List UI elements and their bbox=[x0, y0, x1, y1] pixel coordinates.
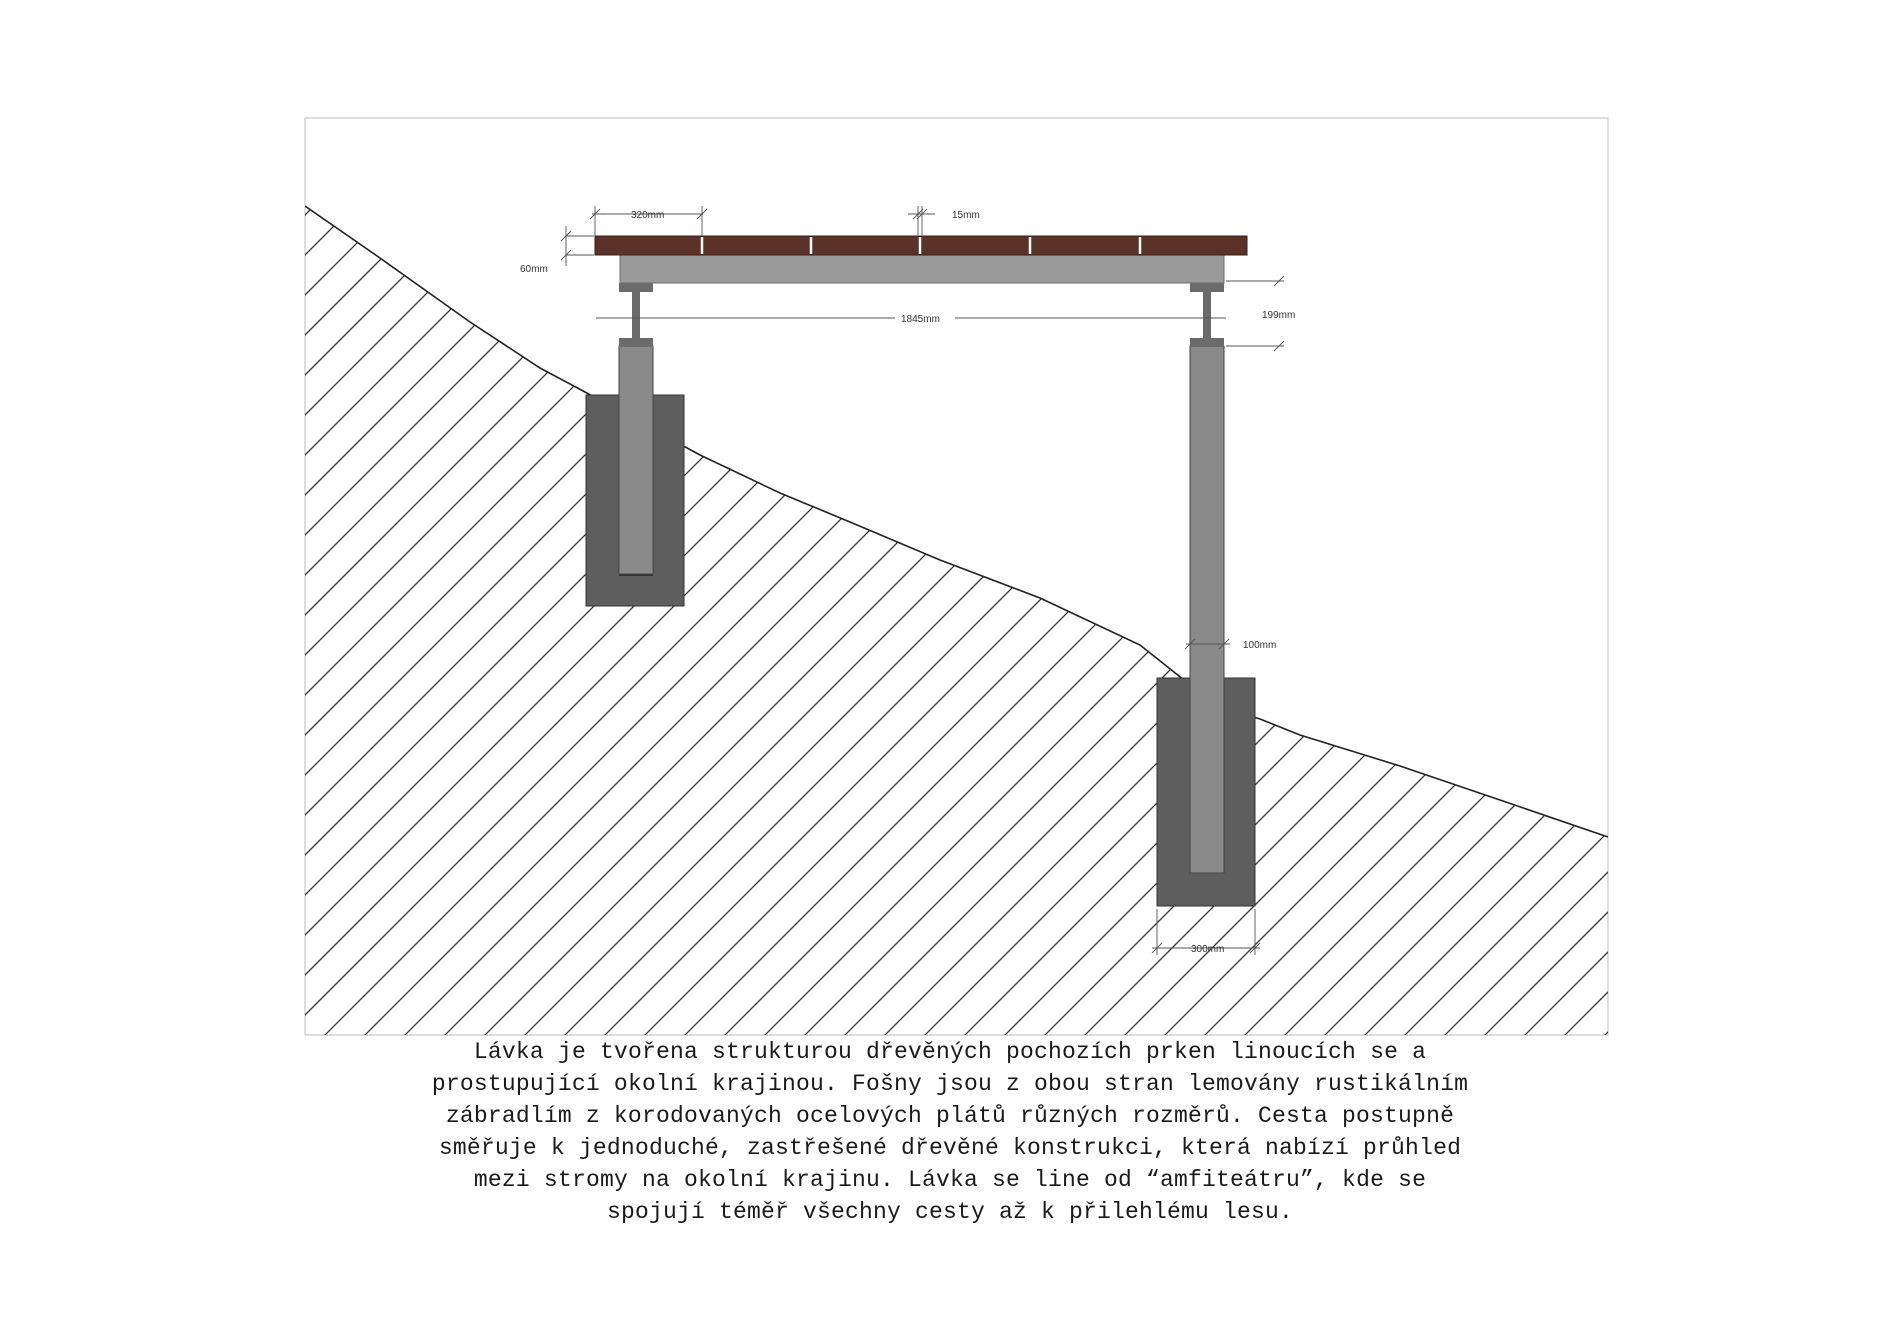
caption-line: mezi stromy na okolní krajinu. Lávka se line od “amfiteátru”, kde se bbox=[473, 1167, 1427, 1193]
hatch-line bbox=[0, 0, 80, 80]
hatch-line bbox=[0, 0, 680, 680]
caption-line: prostupující okolní krajinou. Fošny jsou z obou stran lemovány rustikálním bbox=[431, 1071, 1469, 1097]
caption bbox=[350, 1036, 1550, 1228]
hatch-line bbox=[0, 0, 640, 640]
hatch-line bbox=[0, 0, 1080, 1080]
hatch-line bbox=[0, 0, 560, 560]
hatch-line bbox=[0, 0, 200, 200]
post-width-label: 100mm bbox=[1243, 640, 1277, 651]
board-thickness-label: 60mm bbox=[520, 264, 548, 275]
caption-line: zábradlím z korodovaných ocelových plátů různých rozměrů. Cesta postupně bbox=[445, 1103, 1455, 1129]
board-width-label: 320mm bbox=[631, 210, 665, 221]
hatch-line bbox=[0, 0, 480, 480]
left-post bbox=[619, 346, 653, 574]
hatch-line bbox=[0, 0, 440, 440]
hatch-line bbox=[0, 0, 280, 280]
support-beam bbox=[620, 255, 1224, 283]
hatch-line bbox=[0, 0, 1120, 1120]
left-steel-connector bbox=[619, 283, 653, 347]
hatch-line bbox=[0, 0, 40, 40]
hatch-line bbox=[0, 0, 840, 840]
span-label: 1845mm bbox=[901, 314, 940, 325]
caption-line: směřuje k jednoduché, zastřešené dřevěné konstrukci, která nabízí průhled bbox=[438, 1135, 1462, 1161]
right-post bbox=[1190, 346, 1224, 873]
ground-profile-line bbox=[305, 206, 1608, 837]
right-steel-connector bbox=[1190, 283, 1224, 347]
hatch-line bbox=[0, 0, 520, 520]
hatch-line bbox=[0, 0, 120, 120]
board-gap-label: 15mm bbox=[952, 210, 980, 221]
connector-height-label: 199mm bbox=[1262, 310, 1296, 321]
footing-width-label: 300mm bbox=[1191, 944, 1225, 955]
hatch-line bbox=[0, 0, 240, 240]
caption-line: Lávka je tvořena strukturou dřevěných pochozích prken linoucích se a bbox=[473, 1039, 1427, 1065]
hatch-line bbox=[0, 0, 960, 960]
hatch-line bbox=[0, 0, 720, 720]
hatch-line bbox=[0, 0, 600, 600]
hatch-line bbox=[0, 0, 320, 320]
caption-line: spojují téměř všechny cesty až k přilehlému lesu. bbox=[606, 1199, 1294, 1225]
hatch-line bbox=[0, 0, 1000, 1000]
hatch-line bbox=[0, 0, 360, 360]
hatch-line bbox=[0, 0, 880, 880]
deck-boards bbox=[595, 236, 1247, 255]
hatch-line bbox=[0, 0, 160, 160]
hatch-line bbox=[0, 0, 1040, 1040]
hatch-line bbox=[0, 0, 920, 920]
